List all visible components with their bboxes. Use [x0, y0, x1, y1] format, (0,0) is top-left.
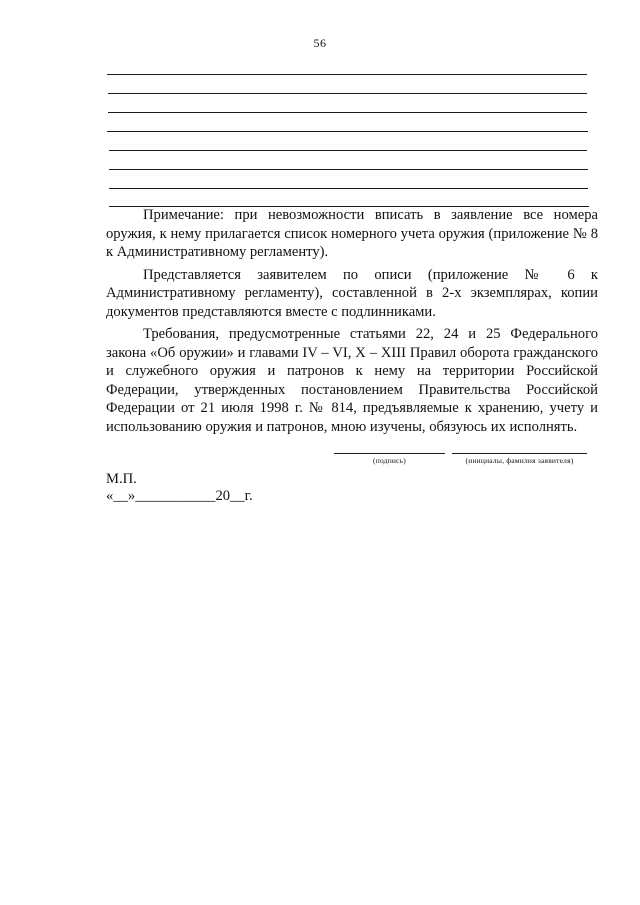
requirements-paragraph: Требования, предусмотренные статьями 22, 24 и 25 Федерального закона «Об оружии» и главами IV – VI, X – XIII Правил оборота гражданского и служебного оружия и патронов к нему на территории Российской Федерации, утвержденных постановлением Правительства Российской Федерации от 21 июля 1998 г. № 814, предъявляемые к хранению, учету и использованию оружия и патронов, мною изучены, обязуюсь их исполнять.	[106, 326, 598, 435]
blank-line	[108, 112, 587, 113]
blank-line	[107, 131, 588, 132]
signature-block	[0, 453, 640, 473]
name-caption: (инициалы, фамилия заявителя)	[465, 456, 574, 465]
date-field: «__»___________20__г.	[106, 488, 253, 504]
blank-line	[108, 93, 587, 94]
note-paragraph: Примечание: при невозможности вписать в заявление все номера оружия, к нему прилагается список номерного учета оружия (приложение № 8 к Административному регламенту).	[106, 207, 598, 260]
stamp-placeholder: М.П.	[106, 471, 137, 487]
blank-fill-lines	[107, 74, 587, 208]
signature-line	[334, 453, 445, 454]
name-line	[452, 453, 587, 454]
document-body	[106, 206, 598, 440]
blank-line	[107, 74, 587, 75]
signature-caption: (подпись)	[373, 456, 406, 465]
blank-line	[109, 188, 588, 189]
blank-line	[109, 150, 587, 151]
inventory-paragraph: Представляется заявителем по описи (приложение № 6 к Административному регламенту), составленной в 2-х экземплярах, копии документов представляются вместе с подлинниками.	[106, 266, 598, 320]
blank-line	[109, 169, 588, 170]
page-number: 56	[313, 36, 327, 50]
